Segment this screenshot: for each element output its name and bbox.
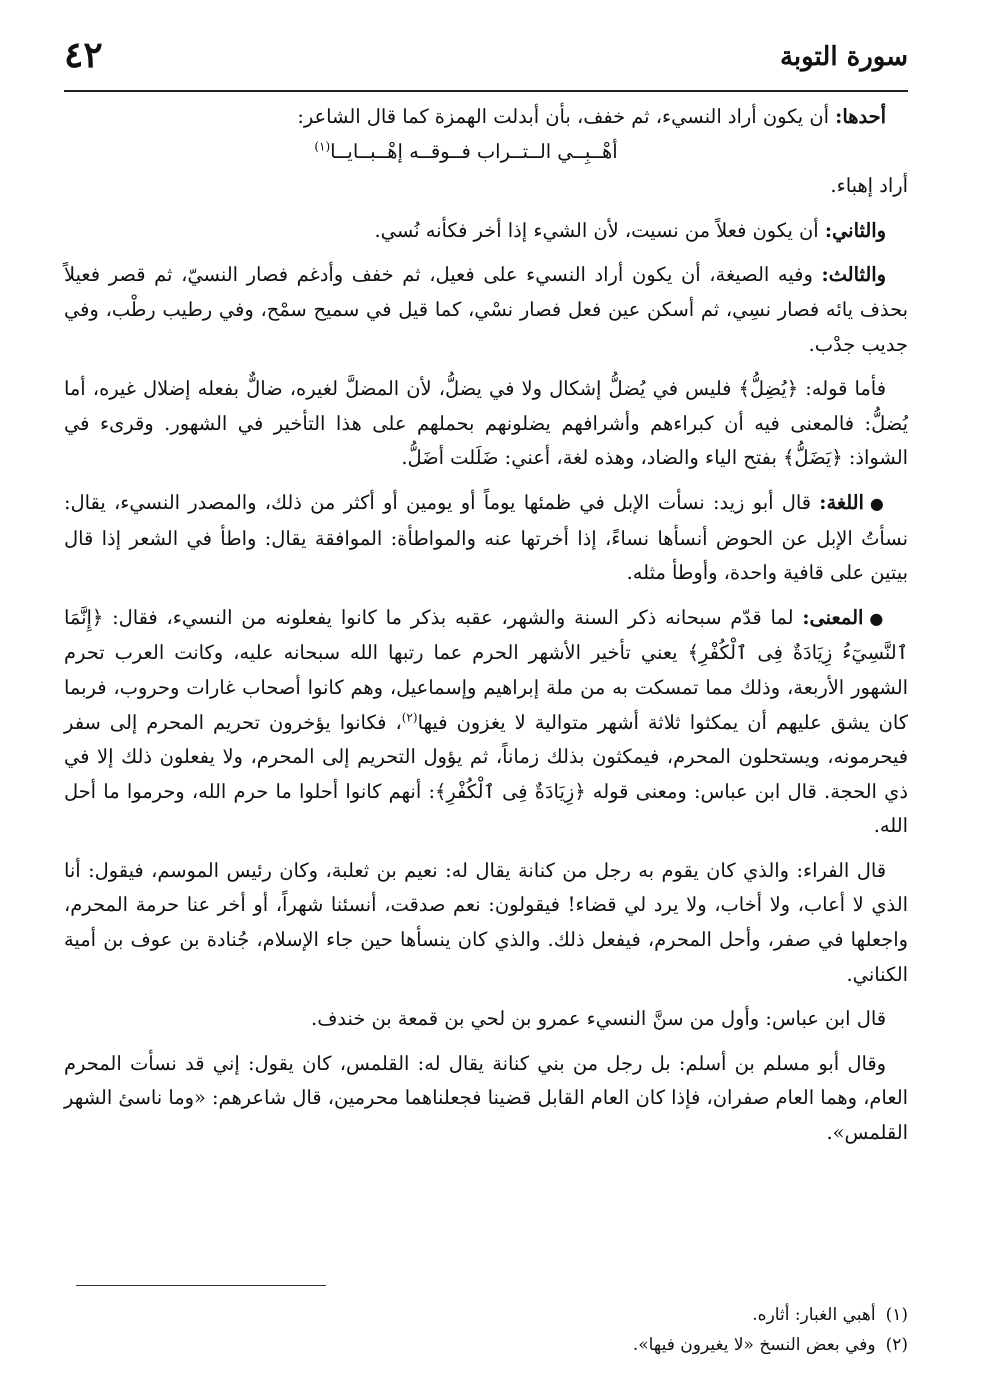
paragraph-yudil: فأما قوله: ﴿يُضِلُّ﴾ فليس في يُضلُّ إشكال ولا في يضلُّ، لأن المضلَّ لغيره، ضالٌّ بفعله إضلال غيره، أما يُضلُّ: فالمعنى فيه أن كبراءهم وأشرافهم يضلونهم بحملهم على هذا التأخير في الشهور. وقرىء في الشواذ: ﴿يَضَلُّ﴾ بفتح الياء والضاد، وهذه لغة، أعني: ضَلَلت أضَلُّ.	[64, 377, 908, 470]
footnote-ref-2: (٢)	[401, 710, 418, 725]
bullet-icon: ●	[869, 493, 886, 513]
paragraph-language: ●اللغة: قال أبو زيد: نسأت الإبل في ظمئها يوماً أو يومين أو أكثر من ذلك، والمصدر النسيء، يقال: نسأتُ الإبل عن الحوض أنسأها نساءً، إذا أخرتها عنه والمواطأة: الموافقة يقال: واطأ في الشعر إذا قال بيتين على قافية واحدة، وأوطأ مثله.	[64, 490, 908, 585]
paragraph-second: والثاني: أن يكون فعلاً من نسيت، لأن الشيء إذا أخر فكأنه نُسي.	[374, 218, 886, 242]
poetry-verse: أهْــبِــي الــتــراب فــوقــه إهْــبــايــا$^{(١)}$	[314, 139, 618, 163]
bullet-icon: ●	[869, 608, 886, 628]
paragraph-farra: قال الفراء: والذي كان يقوم به رجل من كنانة يقال له: نعيم بن ثعلبة، وكان رئيس الموسم، فيقول: أنا الذي لا أعاب، ولا أخاب، ولا يرد لي قضاء! فيقولون: نعم صدقت، أنسئنا شهراً، أو أخر عنا حرمة المحرم، واجعلها في صفر، وأحل المحرم، فيفعل ذلك. والذي كان ينسأها حين جاء الإسلام، جُنادة بن عوف بن أمية الكناني.	[64, 858, 908, 986]
page-number: ٤٢	[64, 34, 103, 76]
label-first: أحدها:	[835, 105, 886, 128]
paragraph-meaning: ●المعنى: لما قدّم سبحانه ذكر السنة والشهر، عقبه بذكر ما كانوا يفعلونه من النسيء، فقال: ﴿إِنَّمَا ٱلنَّسِيٓءُ زِيَادَةٌ فِى ٱلْكُفْرِ﴾ يعني تأخير الأشهر الحرم عما رتبها الله سبحانه عليه، وكانت العرب تحرم الشهور الأربعة، وذلك مما تمسكت به من ملة إبراهيم وإسماعيل، وهم كانوا أصحاب غارات وحروب، فربما كان يشق عليهم أن يمكثوا ثلاثة أشهر متوالية لا يغزون فيها$^{(٢)}$، فكانوا يؤخرون تحريم المحرم إلى سفر فيحرمونه، ويستحلون المحرم، فيمكثون بذلك زماناً، ثم يؤول التحريم إلى المحرم، ولا يفعلون ذلك إلا في ذي الحجة. قال ابن عباس: ومعنى قوله ﴿زِيَادَةٌ فِى ٱلْكُفْرِ﴾: أنهم كانوا أحلوا ما حرم الله، وحرموا ما أحل الله.	[64, 605, 908, 838]
paragraph-third: والثالث: وفيه الصيغة، أن يكون أراد النسيء على فعيل، ثم خفف وأدغم فصار النسيّ، ثم قصر فعيلاً بحذف يائه فصار نسِي، ثم أسكن عين فعل فصار نسْي، كما قيل في سميح سمْح، وفي رطيب رطْب، وفي جديب جدْب.	[64, 263, 908, 356]
footnote-divider	[76, 1285, 326, 1286]
page-header	[64, 28, 908, 92]
paragraph-ibn-abbas: قال ابن عباس: وأول من سنَّ النسيء عمرو بن لحي بن قمعة بن خندف.	[311, 1007, 886, 1031]
footnote-ref-1: (١)	[314, 139, 331, 154]
paragraph-ihba: أراد إهباء.	[830, 174, 908, 198]
main-text	[64, 100, 908, 1151]
paragraph-abu-muslim: وقال أبو مسلم بن أسلم: بل رجل من بني كنانة يقال له: القلمس، كان يقول: إني قد نسأت المحرم العام، وهما العام صفران، فإذا كان العام القابل قضينا فجعلناهما محرمين، قال شاعرهم: «وما ناسئ الشهر القلمس».	[64, 1051, 908, 1145]
paragraph-first: أحدها: أن يكون أراد النسيء، ثم خفف، بأن أبدلت الهمزة كما قال الشاعر:	[297, 105, 886, 128]
footnote-1: (١)أهبي الغبار: أثاره.	[752, 1305, 908, 1325]
footnotes	[64, 1300, 908, 1360]
footnote-2: (٢)وفي بعض النسخ «لا يغيرون فيها».	[632, 1335, 908, 1355]
running-title: سورة التوبة	[779, 42, 908, 72]
